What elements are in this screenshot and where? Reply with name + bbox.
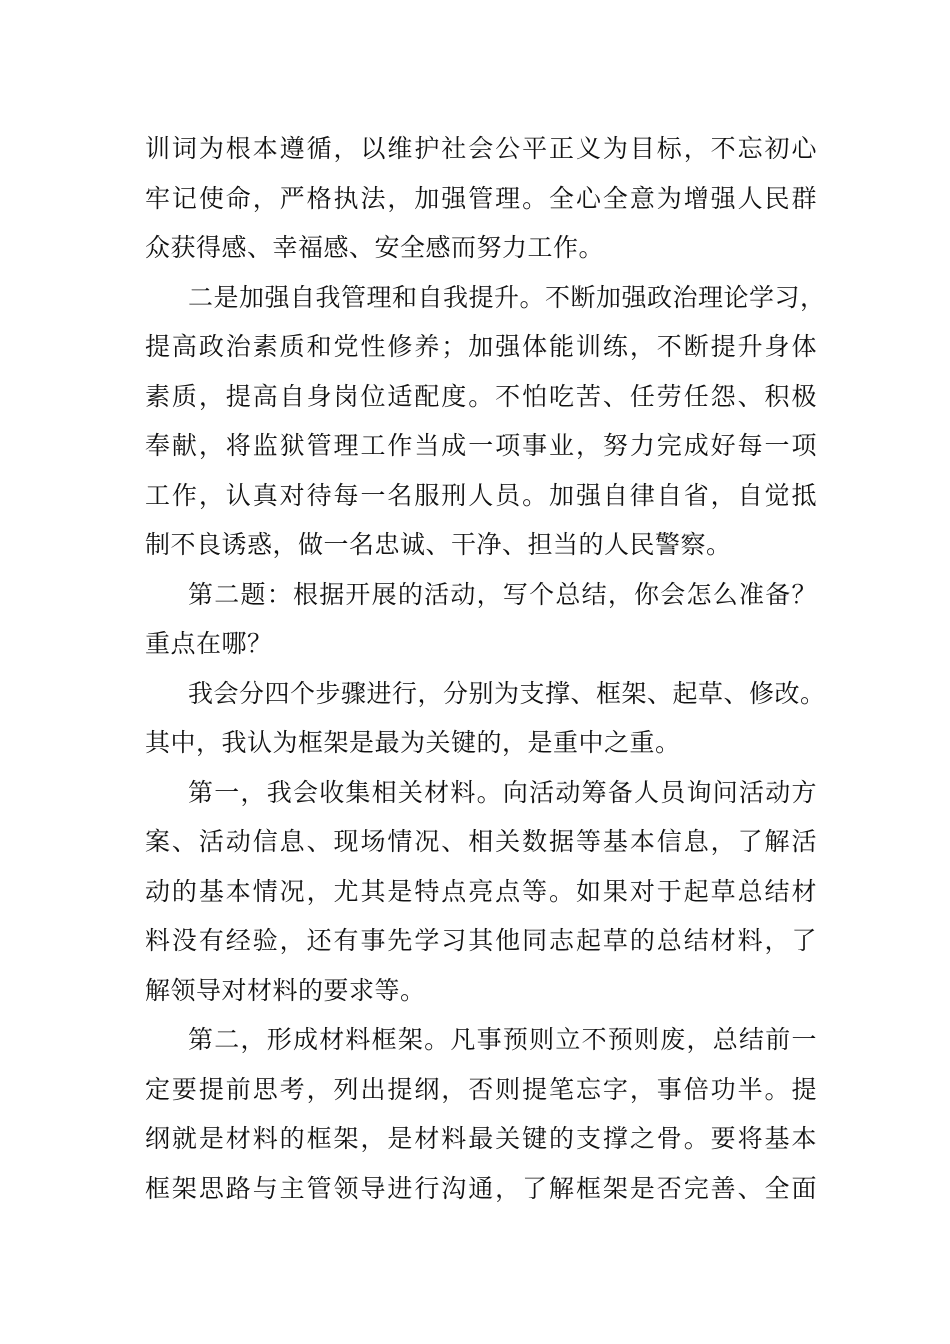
paragraph-1	[145, 124, 817, 273]
text-line: 解领导对材料的要求等。	[145, 975, 426, 1005]
text-line: 动的基本情况，尤其是特点亮点等。如果对于起草总结材	[145, 876, 817, 906]
text-line: 牢记使命，严格执法，加强管理。全心全意为增强人民群	[145, 183, 817, 213]
text-line: 第二题：根据开展的活动，写个总结，你会怎么准备？	[188, 579, 817, 609]
text-line: 我会分四个步骤进行，分别为支撑、框架、起草、修改。	[188, 678, 826, 708]
text-line: 工作，认真对待每一名服刑人员。加强自律自省，自觉抵	[145, 480, 817, 510]
text-line: 重点在哪？	[145, 629, 273, 658]
text-line: 其中，我认为框架是最为关键的，是重中之重。	[145, 728, 681, 757]
paragraph-6	[145, 1015, 817, 1213]
text-line: 料没有经验，还有事先学习其他同志起草的总结材料，了	[145, 926, 817, 955]
text-line: 案、活动信息、现场情况、相关数据等基本信息，了解活	[145, 827, 817, 856]
paragraph-4	[145, 669, 826, 768]
text-line: 制不良诱惑，做一名忠诚、干净、担当的人民警察。	[145, 530, 732, 559]
text-line: 纲就是材料的框架，是材料最关键的支撑之骨。要将基本	[145, 1124, 817, 1153]
text-line: 素质，提高自身岗位适配度。不怕吃苦、任劳任怨、积极	[145, 381, 817, 411]
paragraph-5	[145, 768, 817, 1016]
paragraph-2	[145, 273, 826, 570]
text-line: 训词为根本遵循，以维护社会公平正义为目标，不忘初心	[145, 134, 817, 163]
text-line: 框架思路与主管领导进行沟通，了解框架是否完善、全面	[145, 1173, 817, 1203]
text-line: 第二，形成材料框架。凡事预则立不预则废，总结前一	[188, 1025, 817, 1054]
text-line: 第一，我会收集相关材料。向活动筹备人员询问活动方	[188, 777, 817, 807]
document-body	[145, 124, 826, 1213]
paragraph-3	[145, 570, 817, 669]
text-line: 提高政治素质和党性修养；加强体能训练，不断提升身体	[145, 332, 817, 361]
text-line: 奉献，将监狱管理工作当成一项事业，努力完成好每一项	[145, 431, 817, 460]
text-line: 众获得感、幸福感、安全感而努力工作。	[145, 233, 605, 262]
text-line: 二是加强自我管理和自我提升。不断加强政治理论学习，	[188, 282, 826, 312]
text-line: 定要提前思考，列出提纲，否则提笔忘字，事倍功半。提	[145, 1074, 817, 1104]
